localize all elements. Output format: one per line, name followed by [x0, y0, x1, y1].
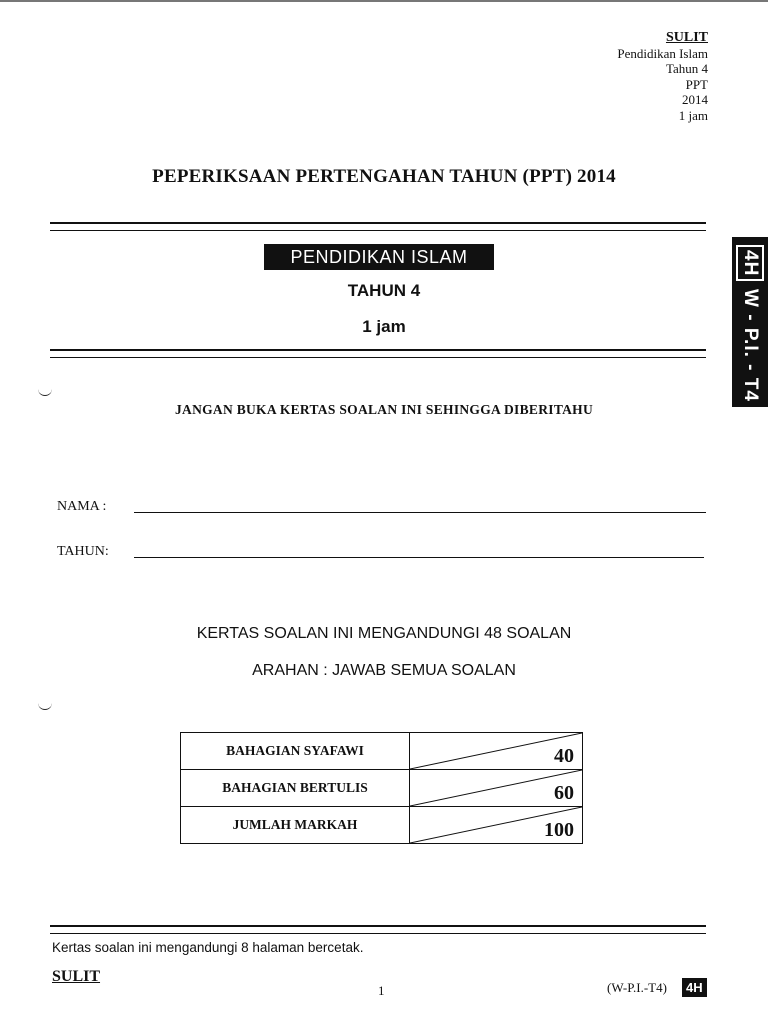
marks-cell: [410, 770, 583, 807]
header-sulit: SULIT: [665, 30, 708, 45]
table-row: [181, 807, 583, 844]
pages-note: Kertas soalan ini mengandungi 8 halaman bercetak.: [52, 940, 364, 955]
header-exam-year: 2014: [682, 92, 708, 107]
marks-label: BAHAGIAN BERTULIS: [181, 770, 410, 807]
year-field-label: TAHUN:: [57, 544, 109, 559]
instruction-text: ARAHAN : JAWAB SEMUA SOALAN: [252, 662, 516, 679]
marks-cell: [410, 807, 583, 844]
table-row: [181, 733, 583, 770]
exam-title: PEPERIKSAAN PERTENGAHAN TAHUN (PPT) 2014: [152, 166, 616, 187]
marks-value: 60: [554, 782, 574, 804]
year-field-line[interactable]: [134, 557, 704, 558]
marks-label: BAHAGIAN SYAFAWI: [181, 733, 410, 770]
header-block: [617, 30, 708, 123]
divider-bottom: [50, 925, 706, 934]
marks-label: JUMLAH MARKAH: [181, 807, 410, 844]
marks-value: 40: [554, 745, 574, 767]
footer-code: (W-P.I.-T4): [607, 980, 667, 995]
side-tab-code: 4H: [736, 245, 764, 281]
footer-badge: 4H: [682, 978, 707, 997]
header-year: Tahun 4: [665, 61, 708, 76]
side-tab-label: [732, 237, 768, 407]
divider-middle: [50, 349, 706, 358]
question-count-text: KERTAS SOALAN INI MENGANDUNGI 48 SOALAN: [196, 625, 572, 642]
scan-mark: [38, 389, 52, 396]
footer-sulit: SULIT: [52, 968, 101, 985]
header-subject: Pendidikan Islam: [617, 45, 708, 61]
scan-mark: [38, 703, 52, 710]
divider-top: [50, 222, 706, 231]
header-exam-code: PPT: [685, 76, 708, 92]
year-label: TAHUN 4: [347, 281, 421, 300]
marks-table: [180, 732, 583, 844]
name-field-line[interactable]: [134, 512, 706, 513]
page-number: 1: [378, 983, 385, 998]
table-row: [181, 770, 583, 807]
marks-cell: [410, 733, 583, 770]
duration-label: 1 jam: [362, 317, 406, 336]
side-tab-text: W - P.I. - T4: [740, 289, 761, 403]
name-field-label: NAMA :: [57, 499, 107, 514]
subject-box: PENDIDIKAN ISLAM: [264, 244, 494, 270]
warning-text: JANGAN BUKA KERTAS SOALAN INI SEHINGGA DIBERITAHU: [174, 402, 594, 417]
top-scan-edge: [0, 0, 768, 2]
marks-value: 100: [544, 819, 574, 841]
header-duration: 1 jam: [678, 107, 708, 123]
